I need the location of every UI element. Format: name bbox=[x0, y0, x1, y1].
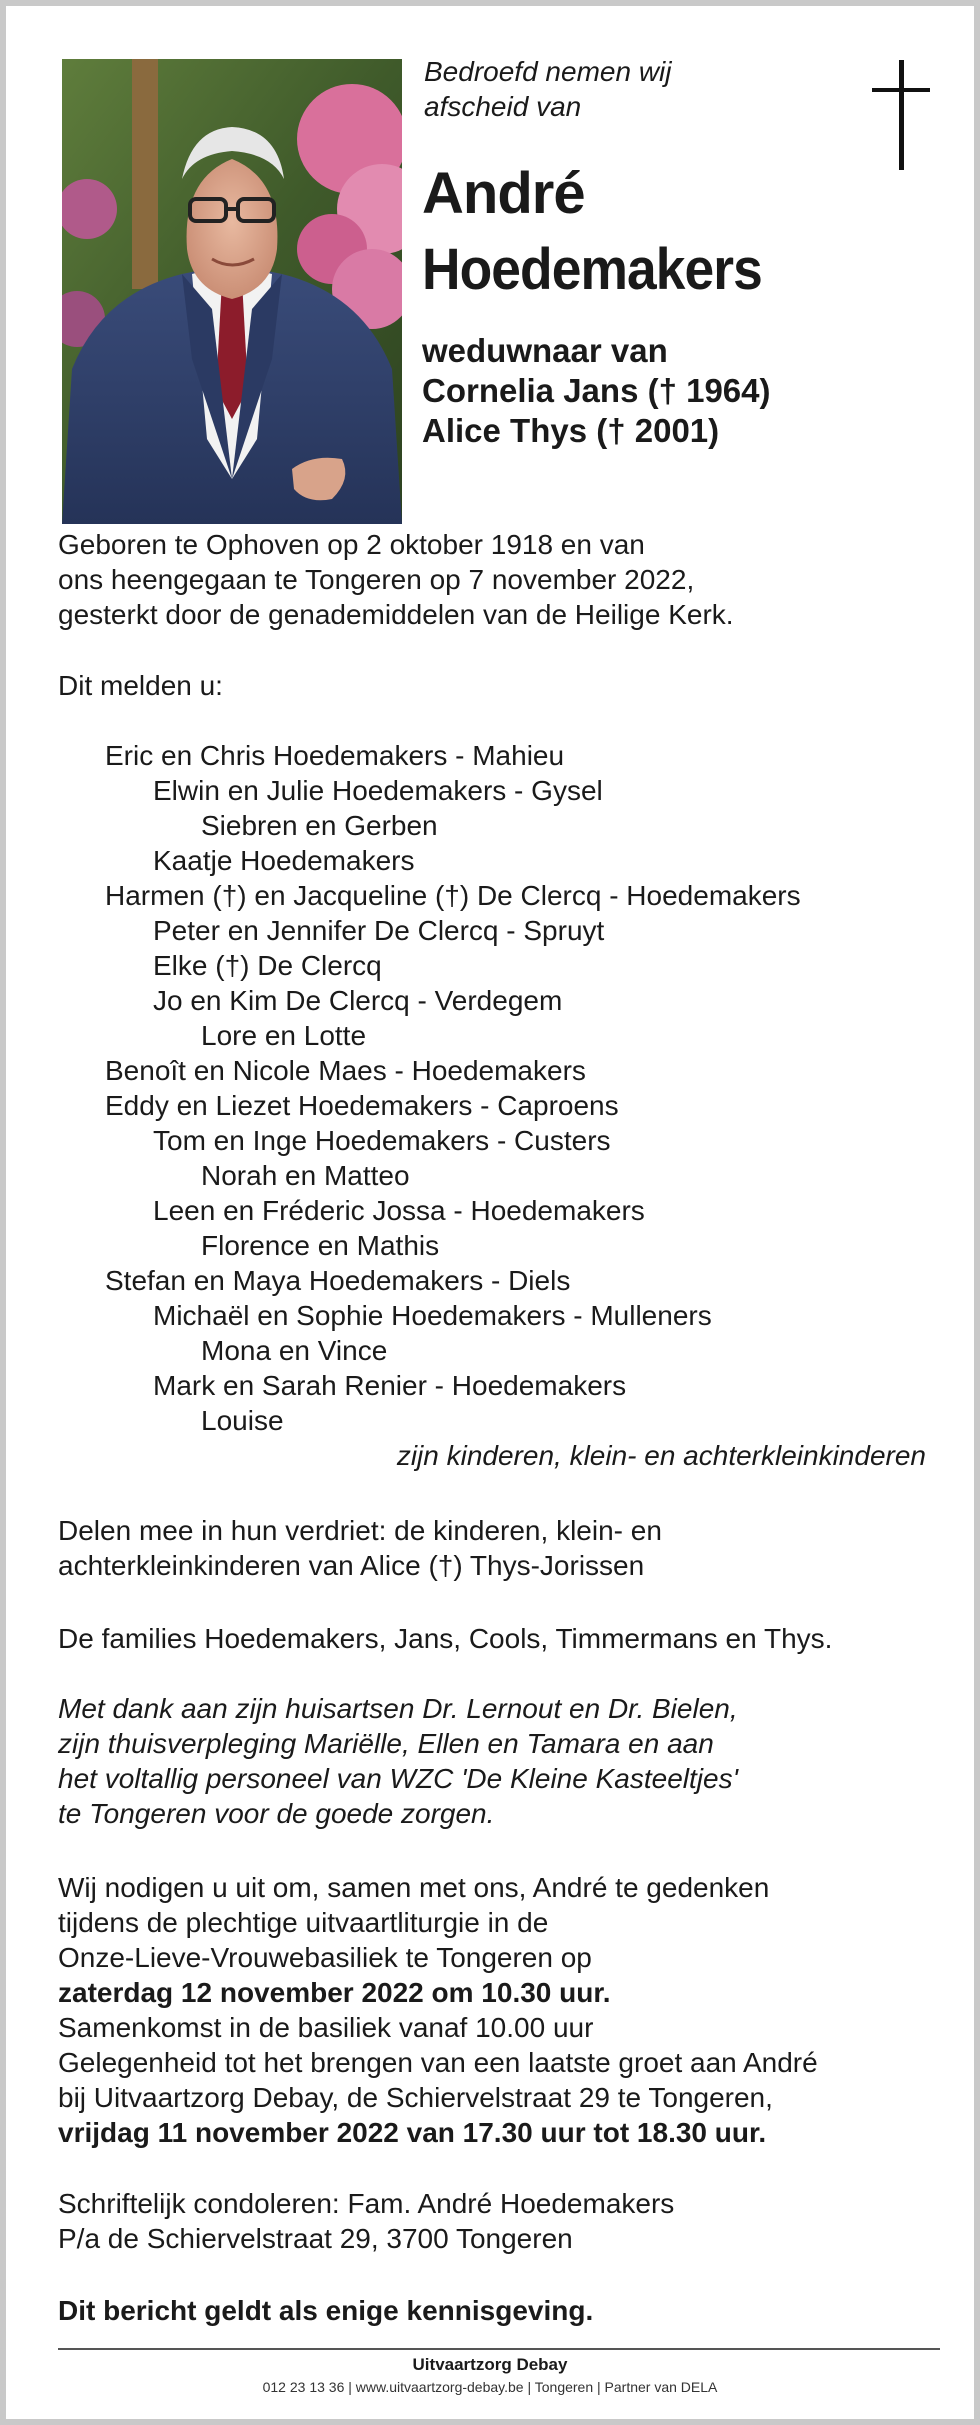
birth-death-text bbox=[58, 527, 734, 632]
family-member: Tom en Inge Hoedemakers - Custers bbox=[153, 1125, 611, 1156]
family-member: Elke (†) De Clercq bbox=[153, 950, 382, 981]
family-member: Mona en Vince bbox=[201, 1335, 388, 1366]
deceased-name bbox=[422, 156, 791, 308]
text-line: Delen mee in hun verdriet: de kinderen, klein- en bbox=[58, 1515, 662, 1546]
text-line: het voltallig personeel van WZC 'De Kleine Kasteeltjes' bbox=[58, 1763, 738, 1794]
family-member: Stefan en Maya Hoedemakers - Diels bbox=[105, 1265, 571, 1296]
invitation-text bbox=[58, 1870, 818, 2150]
condolences-text bbox=[58, 2186, 674, 2256]
family-member: Eric en Chris Hoedemakers - Mahieu bbox=[105, 740, 565, 771]
spouse-info bbox=[422, 331, 771, 451]
family-member: Lore en Lotte bbox=[201, 1020, 367, 1051]
thanks-text bbox=[58, 1691, 738, 1831]
family-member: Norah en Matteo bbox=[201, 1160, 410, 1191]
family-member: Michaël en Sophie Hoedemakers - Mulleners bbox=[153, 1300, 712, 1331]
last-name: Hoedemakers bbox=[422, 237, 762, 302]
family-member: Harmen (†) en Jacqueline (†) De Clercq - Hoedemakers bbox=[105, 880, 801, 911]
text-line: achterkleinkinderen van Alice (†) Thys-Jorissen bbox=[58, 1550, 645, 1581]
text-line: Onze-Lieve-Vrouwebasiliek te Tongeren op bbox=[58, 1942, 592, 1973]
text-line: Dit melden u: bbox=[58, 670, 223, 701]
text-line: P/a de Schiervelstraat 29, 3700 Tongeren bbox=[58, 2223, 573, 2254]
share-grief-text bbox=[58, 1513, 662, 1583]
family-member: Elwin en Julie Hoedemakers - Gysel bbox=[153, 775, 603, 806]
text-line: Geboren te Ophoven op 2 oktober 1918 en van bbox=[58, 529, 645, 560]
family-member: Kaatje Hoedemakers bbox=[153, 845, 415, 876]
text-line: bij Uitvaartzorg Debay, de Schiervelstraat 29 te Tongeren, bbox=[58, 2082, 773, 2113]
footer-divider bbox=[58, 2348, 940, 2350]
text-line: zijn thuisverpleging Mariëlle, Ellen en Tamara en aan bbox=[58, 1728, 714, 1759]
latin-cross-icon bbox=[866, 60, 936, 170]
text-line: Met dank aan zijn huisartsen Dr. Lernout en Dr. Bielen, bbox=[58, 1693, 738, 1724]
family-member: Eddy en Liezet Hoedemakers - Caproens bbox=[105, 1090, 619, 1121]
portrait-photo bbox=[62, 59, 402, 524]
farewell-date: vrijdag 11 november 2022 van 17.30 uur tot 18.30 uur. bbox=[58, 2117, 767, 2148]
final-note bbox=[58, 2293, 593, 2328]
family-member: Peter en Jennifer De Clercq - Spruyt bbox=[153, 915, 605, 946]
text-line: tijdens de plechtige uitvaartliturgie in de bbox=[58, 1907, 549, 1938]
obituary-notice bbox=[6, 6, 974, 2419]
family-signature: zijn kinderen, klein- en achterkleinkinderen bbox=[396, 1440, 926, 1471]
family-member: Siebren en Gerben bbox=[201, 810, 438, 841]
funeral-date: zaterdag 12 november 2022 om 10.30 uur. bbox=[58, 1977, 611, 2008]
first-name: André bbox=[422, 161, 585, 226]
family-member: Jo en Kim De Clercq - Verdegem bbox=[153, 985, 563, 1016]
spouse-line: weduwnaar van bbox=[422, 332, 668, 369]
funeral-home-name: Uitvaartzorg Debay bbox=[412, 2355, 568, 2374]
family-member: Louise bbox=[201, 1405, 284, 1436]
family-member: Leen en Fréderic Jossa - Hoedemakers bbox=[153, 1195, 645, 1226]
family-member: Benoît en Nicole Maes - Hoedemakers bbox=[105, 1055, 586, 1086]
text-line: te Tongeren voor de goede zorgen. bbox=[58, 1798, 495, 1829]
text-line: ons heengegaan te Tongeren op 7 november 2022, bbox=[58, 564, 695, 595]
funeral-home-info: 012 23 13 36 | www.uitvaartzorg-debay.be | Tongeren | Partner van DELA bbox=[262, 2379, 718, 2395]
spouse-line: Cornelia Jans († 1964) bbox=[422, 372, 771, 409]
family-member: Mark en Sarah Renier - Hoedemakers bbox=[153, 1370, 627, 1401]
text-line: Schriftelijk condoleren: Fam. André Hoedemakers bbox=[58, 2188, 675, 2219]
text-line: Gelegenheid tot het brengen van een laatste groet aan André bbox=[58, 2047, 818, 2078]
spouse-line: Alice Thys († 2001) bbox=[422, 412, 720, 449]
intro-text bbox=[424, 54, 671, 124]
text-line: De families Hoedemakers, Jans, Cools, Timmermans en Thys. bbox=[58, 1623, 833, 1654]
text-line: Dit bericht geldt als enige kennisgeving. bbox=[58, 2295, 594, 2326]
families-text bbox=[58, 1621, 832, 1656]
announce-text bbox=[58, 668, 223, 703]
family-member: Florence en Mathis bbox=[201, 1230, 440, 1261]
text-line: Wij nodigen u uit om, samen met ons, André te gedenken bbox=[58, 1872, 770, 1903]
text-line: gesterkt door de genademiddelen van de Heilige Kerk. bbox=[58, 599, 734, 630]
text-line: Samenkomst in de basiliek vanaf 10.00 uur bbox=[58, 2012, 594, 2043]
intro-line: Bedroefd nemen wij bbox=[424, 56, 672, 87]
intro-line: afscheid van bbox=[424, 91, 582, 122]
